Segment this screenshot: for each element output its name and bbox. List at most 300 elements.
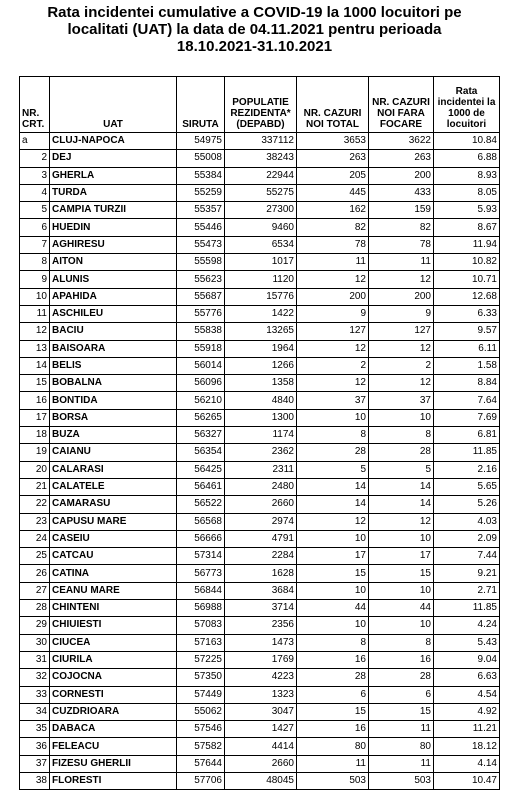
cell-fara: 503 — [369, 772, 434, 789]
cell-fara: 37 — [369, 392, 434, 409]
cell-nr: 26 — [20, 565, 50, 582]
table-row — [20, 530, 500, 547]
cell-rata: 4.03 — [434, 513, 500, 530]
cell-uat: HUEDIN — [50, 219, 177, 236]
cell-pop: 1628 — [225, 565, 297, 582]
cell-total: 3653 — [297, 133, 369, 150]
cell-rata: 5.93 — [434, 202, 500, 219]
cell-uat: CATINA — [50, 565, 177, 582]
table-row — [20, 236, 500, 253]
cell-fara: 433 — [369, 184, 434, 201]
cell-rata: 4.14 — [434, 755, 500, 772]
cell-siruta: 55384 — [177, 167, 225, 184]
cell-pop: 1300 — [225, 409, 297, 426]
cell-uat: CAMPIA TURZII — [50, 202, 177, 219]
cell-uat: GHERLA — [50, 167, 177, 184]
cell-pop: 55275 — [225, 184, 297, 201]
cell-total: 205 — [297, 167, 369, 184]
cell-nr: 23 — [20, 513, 50, 530]
cell-nr: 28 — [20, 600, 50, 617]
cell-siruta: 56265 — [177, 409, 225, 426]
table-row — [20, 651, 500, 668]
cell-rata: 9.04 — [434, 651, 500, 668]
cell-pop: 3047 — [225, 703, 297, 720]
cell-total: 11 — [297, 254, 369, 271]
cell-siruta: 57582 — [177, 738, 225, 755]
cell-siruta: 56461 — [177, 478, 225, 495]
table-row — [20, 703, 500, 720]
table-row — [20, 755, 500, 772]
cell-rata: 5.26 — [434, 496, 500, 513]
cell-nr: a — [20, 133, 50, 150]
cell-nr: 11 — [20, 305, 50, 322]
cell-nr: 10 — [20, 288, 50, 305]
cell-nr: 6 — [20, 219, 50, 236]
cell-uat: DEJ — [50, 150, 177, 167]
cell-fara: 8 — [369, 427, 434, 444]
cell-uat: TURDA — [50, 184, 177, 201]
cell-nr: 13 — [20, 340, 50, 357]
cell-rata: 6.33 — [434, 305, 500, 322]
cell-uat: CASEIU — [50, 530, 177, 547]
cell-rata: 10.47 — [434, 772, 500, 789]
cell-siruta: 56014 — [177, 357, 225, 374]
cell-total: 11 — [297, 755, 369, 772]
cell-rata: 11.21 — [434, 721, 500, 738]
table-row — [20, 202, 500, 219]
cell-total: 10 — [297, 530, 369, 547]
cell-uat: CEANU MARE — [50, 582, 177, 599]
cell-rata: 6.11 — [434, 340, 500, 357]
cell-fara: 12 — [369, 271, 434, 288]
cell-fara: 263 — [369, 150, 434, 167]
header-row — [20, 77, 500, 133]
cell-rata: 11.94 — [434, 236, 500, 253]
cell-fara: 200 — [369, 288, 434, 305]
title-line-1: Rata incidentei cumulative a COVID-19 la 1000 locuitori pe — [47, 4, 462, 21]
cell-siruta: 55776 — [177, 305, 225, 322]
cell-fara: 12 — [369, 375, 434, 392]
cell-siruta: 57644 — [177, 755, 225, 772]
cell-total: 12 — [297, 375, 369, 392]
cell-nr: 38 — [20, 772, 50, 789]
cell-fara: 82 — [369, 219, 434, 236]
cell-fara: 14 — [369, 496, 434, 513]
cell-total: 16 — [297, 721, 369, 738]
cell-total: 28 — [297, 444, 369, 461]
cell-rata: 11.85 — [434, 600, 500, 617]
cell-fara: 11 — [369, 254, 434, 271]
cell-nr: 19 — [20, 444, 50, 461]
cell-rata: 5.43 — [434, 634, 500, 651]
cell-pop: 2356 — [225, 617, 297, 634]
cell-siruta: 56210 — [177, 392, 225, 409]
cell-siruta: 57546 — [177, 721, 225, 738]
cell-fara: 80 — [369, 738, 434, 755]
table-row — [20, 254, 500, 271]
cell-pop: 2660 — [225, 496, 297, 513]
cell-nr: 37 — [20, 755, 50, 772]
cell-uat: AGHIRESU — [50, 236, 177, 253]
cell-nr: 34 — [20, 703, 50, 720]
cell-rata: 6.81 — [434, 427, 500, 444]
cell-nr: 36 — [20, 738, 50, 755]
cell-uat: APAHIDA — [50, 288, 177, 305]
cell-total: 12 — [297, 513, 369, 530]
cell-siruta: 57163 — [177, 634, 225, 651]
cell-total: 44 — [297, 600, 369, 617]
cell-siruta: 55446 — [177, 219, 225, 236]
cell-uat: BORSA — [50, 409, 177, 426]
table-row — [20, 375, 500, 392]
cell-total: 162 — [297, 202, 369, 219]
cell-total: 200 — [297, 288, 369, 305]
cell-siruta: 56988 — [177, 600, 225, 617]
cell-pop: 2284 — [225, 548, 297, 565]
cell-pop: 1358 — [225, 375, 297, 392]
cell-rata: 4.24 — [434, 617, 500, 634]
cell-nr: 33 — [20, 686, 50, 703]
cell-rata: 1.58 — [434, 357, 500, 374]
cell-total: 9 — [297, 305, 369, 322]
table-row — [20, 427, 500, 444]
cell-siruta: 56425 — [177, 461, 225, 478]
table-row — [20, 582, 500, 599]
cell-pop: 1473 — [225, 634, 297, 651]
cell-nr: 7 — [20, 236, 50, 253]
cell-nr: 21 — [20, 478, 50, 495]
cell-pop: 15776 — [225, 288, 297, 305]
cell-siruta: 56666 — [177, 530, 225, 547]
cell-nr: 17 — [20, 409, 50, 426]
table-row — [20, 617, 500, 634]
cell-rata: 7.64 — [434, 392, 500, 409]
cell-pop: 4414 — [225, 738, 297, 755]
table-row — [20, 167, 500, 184]
cell-total: 10 — [297, 582, 369, 599]
cell-siruta: 56522 — [177, 496, 225, 513]
cell-rata: 7.69 — [434, 409, 500, 426]
cell-rata: 2.09 — [434, 530, 500, 547]
incidence-table — [19, 76, 500, 790]
cell-pop: 38243 — [225, 150, 297, 167]
cell-nr: 25 — [20, 548, 50, 565]
cell-uat: CUZDRIOARA — [50, 703, 177, 720]
cell-fara: 3622 — [369, 133, 434, 150]
table-row — [20, 548, 500, 565]
cell-total: 12 — [297, 340, 369, 357]
cell-pop: 4791 — [225, 530, 297, 547]
cell-siruta: 57225 — [177, 651, 225, 668]
cell-pop: 1017 — [225, 254, 297, 271]
header-uat: UAT — [50, 77, 177, 133]
table-row — [20, 686, 500, 703]
cell-total: 8 — [297, 427, 369, 444]
cell-total: 127 — [297, 323, 369, 340]
cell-pop: 2311 — [225, 461, 297, 478]
cell-rata: 11.85 — [434, 444, 500, 461]
table-row — [20, 392, 500, 409]
table-row — [20, 323, 500, 340]
cell-siruta: 55598 — [177, 254, 225, 271]
cell-rata: 8.84 — [434, 375, 500, 392]
cell-nr: 18 — [20, 427, 50, 444]
cell-pop: 2480 — [225, 478, 297, 495]
table-row — [20, 669, 500, 686]
header-rata: Rata incidentei la 1000 de locuitori — [434, 77, 500, 133]
cell-pop: 4223 — [225, 669, 297, 686]
table-row — [20, 219, 500, 236]
cell-siruta: 55357 — [177, 202, 225, 219]
table-row — [20, 478, 500, 495]
cell-pop: 1964 — [225, 340, 297, 357]
cell-uat: CIURILA — [50, 651, 177, 668]
cell-rata: 10.84 — [434, 133, 500, 150]
cell-uat: BELIS — [50, 357, 177, 374]
cell-pop: 2362 — [225, 444, 297, 461]
cell-rata: 10.71 — [434, 271, 500, 288]
cell-nr: 27 — [20, 582, 50, 599]
cell-rata: 8.05 — [434, 184, 500, 201]
cell-nr: 35 — [20, 721, 50, 738]
cell-fara: 28 — [369, 669, 434, 686]
cell-pop: 9460 — [225, 219, 297, 236]
table-row — [20, 133, 500, 150]
cell-fara: 16 — [369, 651, 434, 668]
cell-total: 2 — [297, 357, 369, 374]
table-row — [20, 738, 500, 755]
cell-fara: 28 — [369, 444, 434, 461]
header-siruta: SIRUTA — [177, 77, 225, 133]
cell-fara: 10 — [369, 617, 434, 634]
table-row — [20, 184, 500, 201]
cell-rata: 12.68 — [434, 288, 500, 305]
table-row — [20, 496, 500, 513]
cell-siruta: 56568 — [177, 513, 225, 530]
cell-total: 10 — [297, 409, 369, 426]
cell-fara: 44 — [369, 600, 434, 617]
cell-total: 12 — [297, 271, 369, 288]
cell-uat: CIUCEA — [50, 634, 177, 651]
cell-fara: 10 — [369, 582, 434, 599]
cell-pop: 1769 — [225, 651, 297, 668]
cell-nr: 4 — [20, 184, 50, 201]
cell-rata: 5.65 — [434, 478, 500, 495]
cell-total: 15 — [297, 565, 369, 582]
cell-total: 28 — [297, 669, 369, 686]
table-row — [20, 513, 500, 530]
header-nr: NR. CRT. — [20, 77, 50, 133]
cell-rata: 6.88 — [434, 150, 500, 167]
cell-total: 16 — [297, 651, 369, 668]
cell-nr: 29 — [20, 617, 50, 634]
header-cazuri-total: NR. CAZURI NOI TOTAL — [297, 77, 369, 133]
cell-fara: 5 — [369, 461, 434, 478]
cell-siruta: 55473 — [177, 236, 225, 253]
cell-nr: 2 — [20, 150, 50, 167]
cell-total: 17 — [297, 548, 369, 565]
cell-rata: 8.93 — [434, 167, 500, 184]
cell-uat: CAIANU — [50, 444, 177, 461]
cell-nr: 5 — [20, 202, 50, 219]
cell-uat: FLORESTI — [50, 772, 177, 789]
cell-uat: CAPUSU MARE — [50, 513, 177, 530]
cell-nr: 8 — [20, 254, 50, 271]
cell-siruta: 55623 — [177, 271, 225, 288]
cell-fara: 78 — [369, 236, 434, 253]
cell-uat: BAISOARA — [50, 340, 177, 357]
cell-siruta: 57706 — [177, 772, 225, 789]
cell-total: 5 — [297, 461, 369, 478]
cell-uat: FIZESU GHERLII — [50, 755, 177, 772]
cell-uat: DABACA — [50, 721, 177, 738]
table-row — [20, 444, 500, 461]
cell-nr: 3 — [20, 167, 50, 184]
title-line-2: localitati (UAT) la data de 04.11.2021 pentru perioada — [67, 21, 442, 38]
cell-fara: 12 — [369, 340, 434, 357]
cell-pop: 4840 — [225, 392, 297, 409]
document-title — [6, 4, 503, 55]
table-row — [20, 409, 500, 426]
table-row — [20, 271, 500, 288]
cell-uat: CATCAU — [50, 548, 177, 565]
cell-total: 14 — [297, 478, 369, 495]
cell-fara: 15 — [369, 565, 434, 582]
cell-fara: 11 — [369, 755, 434, 772]
cell-uat: CALARASI — [50, 461, 177, 478]
table-row — [20, 565, 500, 582]
cell-uat: BUZA — [50, 427, 177, 444]
cell-rata: 8.67 — [434, 219, 500, 236]
cell-rata: 4.54 — [434, 686, 500, 703]
cell-siruta: 56844 — [177, 582, 225, 599]
header-populatie: POPULATIE REZIDENTA* (DEPABD) — [225, 77, 297, 133]
cell-uat: CALATELE — [50, 478, 177, 495]
cell-total: 445 — [297, 184, 369, 201]
cell-total: 8 — [297, 634, 369, 651]
cell-uat: COJOCNA — [50, 669, 177, 686]
cell-rata: 6.63 — [434, 669, 500, 686]
cell-nr: 30 — [20, 634, 50, 651]
table-row — [20, 461, 500, 478]
cell-fara: 10 — [369, 409, 434, 426]
cell-rata: 2.16 — [434, 461, 500, 478]
cell-pop: 1422 — [225, 305, 297, 322]
cell-fara: 14 — [369, 478, 434, 495]
cell-pop: 1323 — [225, 686, 297, 703]
cell-uat: AITON — [50, 254, 177, 271]
cell-uat: FELEACU — [50, 738, 177, 755]
cell-total: 78 — [297, 236, 369, 253]
cell-siruta: 55918 — [177, 340, 225, 357]
cell-siruta: 57314 — [177, 548, 225, 565]
cell-uat: ALUNIS — [50, 271, 177, 288]
table-row — [20, 150, 500, 167]
cell-rata: 4.92 — [434, 703, 500, 720]
cell-fara: 11 — [369, 721, 434, 738]
cell-pop: 3684 — [225, 582, 297, 599]
cell-pop: 22944 — [225, 167, 297, 184]
cell-total: 37 — [297, 392, 369, 409]
cell-fara: 17 — [369, 548, 434, 565]
cell-siruta: 55259 — [177, 184, 225, 201]
cell-nr: 20 — [20, 461, 50, 478]
cell-uat: BONTIDA — [50, 392, 177, 409]
cell-rata: 10.82 — [434, 254, 500, 271]
cell-total: 10 — [297, 617, 369, 634]
cell-fara: 9 — [369, 305, 434, 322]
cell-total: 82 — [297, 219, 369, 236]
cell-uat: BACIU — [50, 323, 177, 340]
cell-uat: ASCHILEU — [50, 305, 177, 322]
table-row — [20, 357, 500, 374]
cell-siruta: 55838 — [177, 323, 225, 340]
table-row — [20, 305, 500, 322]
cell-siruta: 55008 — [177, 150, 225, 167]
cell-fara: 2 — [369, 357, 434, 374]
cell-total: 263 — [297, 150, 369, 167]
cell-fara: 10 — [369, 530, 434, 547]
cell-total: 6 — [297, 686, 369, 703]
cell-pop: 1427 — [225, 721, 297, 738]
cell-siruta: 56327 — [177, 427, 225, 444]
table-row — [20, 340, 500, 357]
cell-fara: 200 — [369, 167, 434, 184]
cell-uat: CHINTENI — [50, 600, 177, 617]
cell-pop: 2660 — [225, 755, 297, 772]
cell-uat: CORNESTI — [50, 686, 177, 703]
cell-pop: 1120 — [225, 271, 297, 288]
cell-pop: 1266 — [225, 357, 297, 374]
cell-pop: 337112 — [225, 133, 297, 150]
cell-fara: 15 — [369, 703, 434, 720]
cell-fara: 12 — [369, 513, 434, 530]
cell-uat: CLUJ-NAPOCA — [50, 133, 177, 150]
cell-rata: 2.71 — [434, 582, 500, 599]
cell-rata: 7.44 — [434, 548, 500, 565]
cell-nr: 24 — [20, 530, 50, 547]
cell-pop: 2974 — [225, 513, 297, 530]
header-cazuri-fara-focare: NR. CAZURI NOI FARA FOCARE — [369, 77, 434, 133]
cell-total: 14 — [297, 496, 369, 513]
cell-nr: 32 — [20, 669, 50, 686]
cell-siruta: 55687 — [177, 288, 225, 305]
cell-pop: 1174 — [225, 427, 297, 444]
cell-fara: 8 — [369, 634, 434, 651]
table-row — [20, 288, 500, 305]
cell-uat: BOBALNA — [50, 375, 177, 392]
cell-siruta: 56354 — [177, 444, 225, 461]
cell-nr: 16 — [20, 392, 50, 409]
cell-rata: 9.57 — [434, 323, 500, 340]
table-row — [20, 634, 500, 651]
cell-fara: 6 — [369, 686, 434, 703]
cell-siruta: 55062 — [177, 703, 225, 720]
cell-nr: 14 — [20, 357, 50, 374]
cell-pop: 6534 — [225, 236, 297, 253]
table-row — [20, 772, 500, 789]
cell-fara: 127 — [369, 323, 434, 340]
cell-rata: 18.12 — [434, 738, 500, 755]
cell-nr: 9 — [20, 271, 50, 288]
cell-pop: 48045 — [225, 772, 297, 789]
cell-siruta: 57449 — [177, 686, 225, 703]
cell-fara: 159 — [369, 202, 434, 219]
title-line-3: 18.10.2021-31.10.2021 — [176, 38, 333, 55]
table-row — [20, 600, 500, 617]
cell-total: 503 — [297, 772, 369, 789]
cell-siruta: 57083 — [177, 617, 225, 634]
